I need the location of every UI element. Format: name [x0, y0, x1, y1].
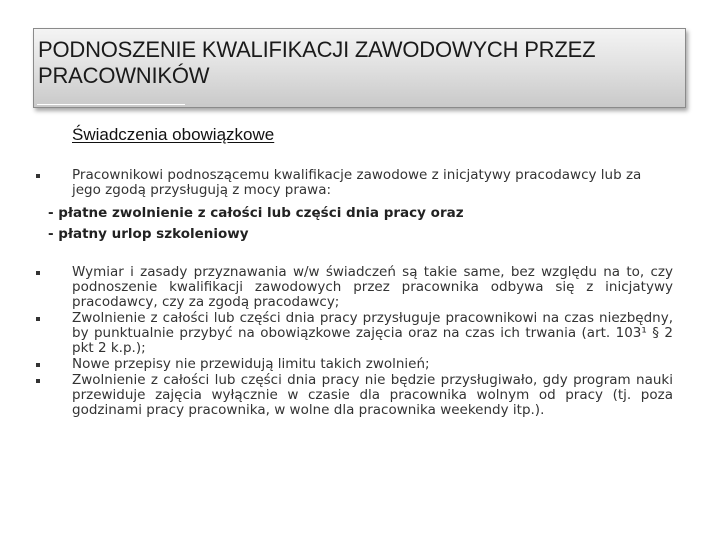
bullet-text: Zwolnienie z całości lub części dnia pracy przysługuje pracownikowi na czas niezbędny, by punktualnie przybyć na obowiązkowe zajęcia oraz na czas ich trwania (art. 103¹ § 2 pkt 2 k.p.);	[72, 310, 673, 356]
title-box	[33, 28, 686, 108]
list-item	[33, 357, 673, 372]
bullet-icon	[36, 271, 40, 275]
bullet-icon	[36, 174, 40, 178]
bullet-icon	[36, 363, 40, 367]
section-heading: Świadczenia obowiązkowe	[72, 125, 275, 144]
list-item	[33, 311, 673, 356]
dash-item-1: - płatne zwolnienie z całości lub części dnia pracy oraz	[48, 205, 464, 221]
list-item	[33, 265, 673, 310]
bullet-text: Wymiar i zasady przyznawania w/w świadczeń są takie same, bez względu na to, czy podnoszenie kwalifikacji zawodowych przez pracownika odbywa się z inicjatywy pracodawcy, czy za zgodą pracodawcy;	[72, 264, 673, 310]
page-title: PODNOSZENIE KWALIFIKACJI ZAWODOWYCH PRZEZ PRACOWNIKÓW	[38, 37, 596, 88]
dash-item-2: - płatny urlop szkoleniowy	[48, 226, 249, 242]
intro-block	[33, 168, 673, 198]
bullet-text: Zwolnienie z całości lub części dnia pracy nie będzie przysługiwało, gdy program nauki przewiduje zajęcia wyłącznie w czasie dla pracownika wolnym od pracy (tj. poza godzinami pracy pracownika, w wolne dla pracownika weekendy itp.).	[72, 372, 673, 418]
list-item	[33, 168, 673, 198]
bullet-icon	[36, 379, 40, 383]
title-underline	[37, 104, 185, 105]
bullet-list	[33, 265, 673, 418]
bullet-text: Nowe przepisy nie przewidują limitu takich zwolnień;	[72, 356, 430, 372]
intro-text: Pracownikowi podnoszącemu kwalifikacje zawodowe z inicjatywy pracodawcy lub za jego zgodą przysługują z mocy prawa:	[72, 167, 642, 198]
list-item	[33, 373, 673, 418]
bullet-icon	[36, 317, 40, 321]
